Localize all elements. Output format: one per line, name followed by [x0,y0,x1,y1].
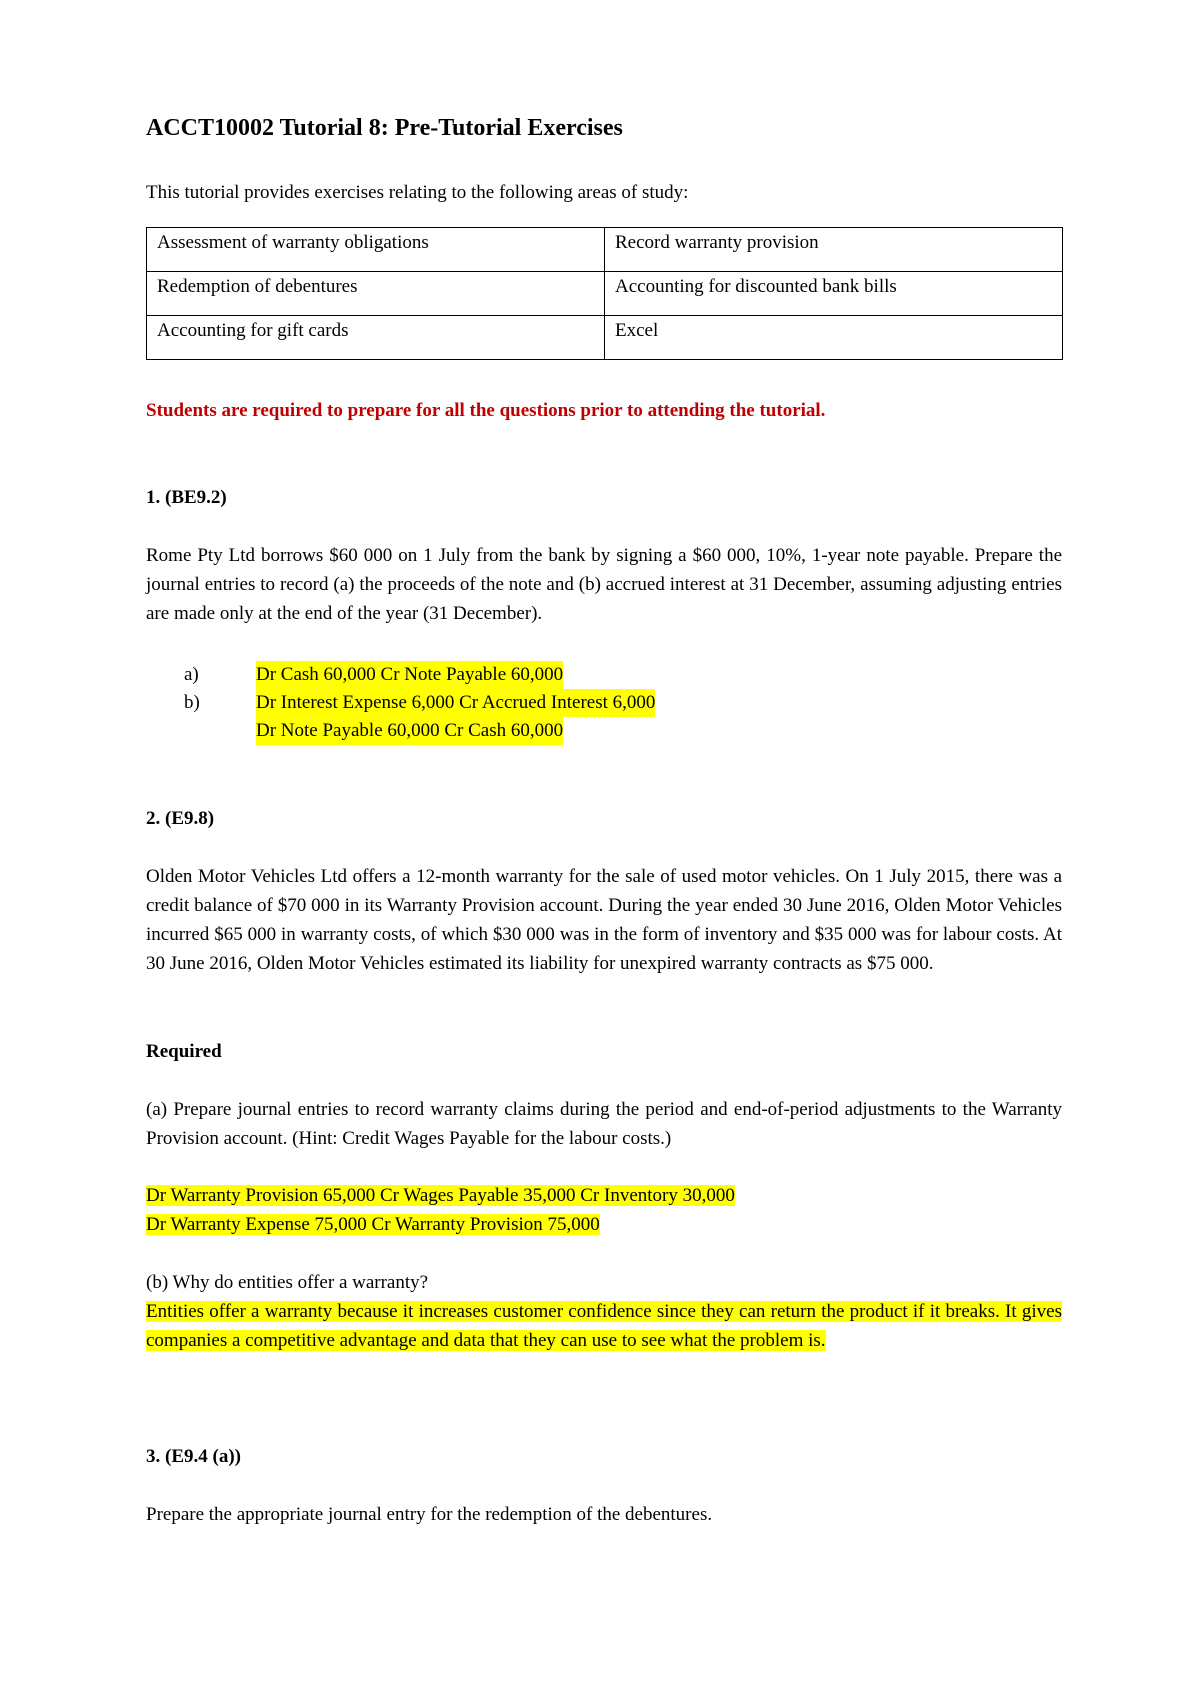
question-2-part-a: (a) Prepare journal entries to record warranty claims during the period and end-of-period adjustments to the Warranty Provision account. (Hint: Credit Wages Payable for the labour costs.) [146,1099,1062,1149]
topics-table [146,227,1063,360]
notice-text: Students are required to prepare for all the questions prior to attending the tutorial. [146,400,826,421]
question-2-heading: 2. (E9.8) [146,808,215,829]
question-2-part-b: (b) Why do entities offer a warranty? [146,1272,429,1293]
table-row [147,316,1063,360]
table-cell: Accounting for discounted bank bills [605,272,1063,316]
answer-text: Entities offer a warranty because it increases customer confidence since they can return the product if it breaks. It gives companies a competitive advantage and data that they can use to see what the problem is. [146,1301,1062,1351]
question-3-body: Prepare the appropriate journal entry for the redemption of the debentures. [146,1504,713,1525]
answer-label: a) [184,664,199,685]
question-2-body: Olden Motor Vehicles Ltd offers a 12-month warranty for the sale of used motor vehicles. On 1 July 2015, there was a credit balance of $70 000 in its Warranty Provision account. During the year ended 30 June 2016, Olden Motor Vehicles incurred $65 000 in warranty costs, of which $30 000 was in the form of inventory and $35 000 was for labour costs. At 30 June 2016, Olden Motor Vehicles estimated its liability for unexpired warranty contracts as $75 000. [146,866,1062,974]
page-title: ACCT10002 Tutorial 8: Pre-Tutorial Exercises [146,115,623,141]
question-1-body: Rome Pty Ltd borrows $60 000 on 1 July from the bank by signing a $60 000, 10%, 1-year note payable. Prepare the journal entries to record (a) the proceeds of the note and (b) accrued interest at 31 December, assuming adjusting entries are made only at the end of the year (31 December). [146,545,1062,624]
table-row [147,228,1063,272]
table-cell: Accounting for gift cards [147,316,605,360]
answer-text: Dr Warranty Expense 75,000 Cr Warranty Provision 75,000 [146,1214,600,1235]
answer-text: Dr Note Payable 60,000 Cr Cash 60,000 [256,717,563,745]
table-cell: Excel [605,316,1063,360]
answer-text: Dr Interest Expense 6,000 Cr Accrued Interest 6,000 [256,689,655,717]
answer-text: Dr Warranty Provision 65,000 Cr Wages Payable 35,000 Cr Inventory 30,000 [146,1185,735,1206]
question-1-heading: 1. (BE9.2) [146,487,227,508]
required-label: Required [146,1041,222,1062]
table-cell: Redemption of debentures [147,272,605,316]
answer-label: b) [184,692,200,713]
table-row [147,272,1063,316]
table-cell: Record warranty provision [605,228,1063,272]
intro-text: This tutorial provides exercises relating to the following areas of study: [146,182,689,203]
question-3-heading: 3. (E9.4 (a)) [146,1446,241,1467]
question-2-answer-a-line1 [146,1181,1062,1210]
question-2-answer-b [146,1297,1062,1355]
question-2-answer-a-line2 [146,1210,1062,1239]
answer-text: Dr Cash 60,000 Cr Note Payable 60,000 [256,661,563,689]
table-cell: Assessment of warranty obligations [147,228,605,272]
